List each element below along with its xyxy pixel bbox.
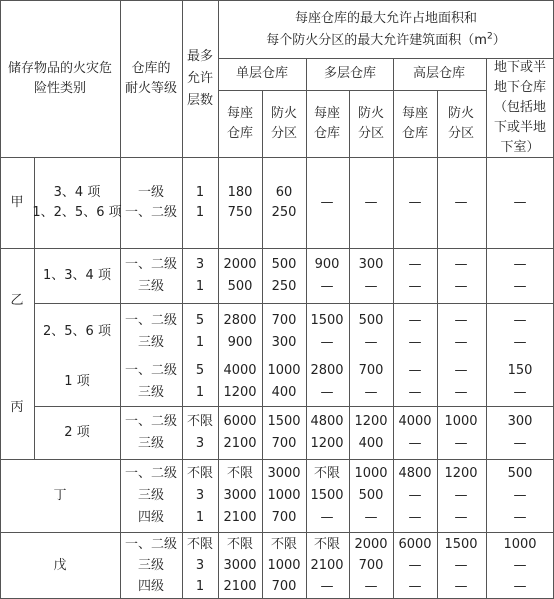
value-cell-m1: 2800 xyxy=(310,363,344,378)
value-cell-s2: 3000 xyxy=(267,466,301,481)
header-underground: 下室） xyxy=(500,140,540,155)
value-cell-h2: — xyxy=(454,510,468,525)
value-cell-s2: 400 xyxy=(271,385,297,400)
header-per-warehouse: 仓库 xyxy=(401,126,428,141)
sub-item-cell: 2 项 xyxy=(64,425,90,440)
sub-item-cell: 1、2、5、6 项 xyxy=(32,205,122,220)
header-underground: 地下或半 xyxy=(493,60,546,75)
category-ding: 丁 xyxy=(53,488,67,503)
fire-rating-cell: 三级 xyxy=(137,279,164,294)
value-cell-s1: 不限 xyxy=(226,466,253,481)
value-cell-m2: — xyxy=(364,510,378,525)
value-cell-m1: — xyxy=(320,195,334,210)
value-cell-s1: 2100 xyxy=(223,510,257,525)
value-cell-s2: 1000 xyxy=(267,363,301,378)
value-cell-h2: — xyxy=(454,436,468,451)
value-cell-h1: — xyxy=(408,279,422,294)
value-cell-h1: — xyxy=(408,335,422,350)
value-cell-s2: 1000 xyxy=(267,488,301,503)
value-cell-s1: 180 xyxy=(227,185,253,200)
sub-item-cell: 3、4 项 xyxy=(53,185,101,200)
max-floors-cell: 3 xyxy=(195,488,205,503)
value-cell-h1: 4000 xyxy=(398,414,432,429)
value-cell-m1: 900 xyxy=(314,257,340,272)
max-floors-cell: 1 xyxy=(195,335,205,350)
header-per-zone: 防火 xyxy=(270,106,297,121)
header-underground: 下或半地 xyxy=(493,120,546,135)
value-cell-m2: 500 xyxy=(358,313,384,328)
header-max-floors: 允许 xyxy=(186,71,213,86)
value-cell-s1: 3000 xyxy=(223,488,257,503)
value-cell-h2: 1500 xyxy=(444,537,478,552)
value-cell-s1: 6000 xyxy=(223,414,257,429)
value-cell-u: — xyxy=(513,279,527,294)
max-floors-cell: 5 xyxy=(195,363,205,378)
value-cell-h1: — xyxy=(408,385,422,400)
value-cell-m1: 1500 xyxy=(310,488,344,503)
fire-rating-cell: 一级 xyxy=(137,185,164,200)
value-cell-h1: — xyxy=(408,579,422,594)
value-cell-u: 150 xyxy=(507,363,533,378)
category-jia: 甲 xyxy=(10,195,24,210)
fire-rating-cell: 四级 xyxy=(137,579,164,594)
header-per-zone: 分区 xyxy=(447,126,474,141)
value-cell-h1: 4800 xyxy=(398,466,432,481)
value-cell-h1: — xyxy=(408,195,422,210)
category-wu: 戊 xyxy=(53,558,67,573)
value-cell-m1: — xyxy=(320,335,334,350)
fire-rating-cell: 一、二级 xyxy=(124,537,177,552)
value-cell-h1: — xyxy=(408,313,422,328)
value-cell-u: 1000 xyxy=(503,537,537,552)
value-cell-h2: — xyxy=(454,363,468,378)
max-floors-cell: 不限 xyxy=(186,414,213,429)
value-cell-h2: — xyxy=(454,313,468,328)
value-cell-s2: 700 xyxy=(271,436,297,451)
value-cell-h2: — xyxy=(454,385,468,400)
header-per-zone: 分区 xyxy=(357,126,384,141)
area-title-text: 每个防火分区的最大允许建筑面积（m xyxy=(266,33,487,48)
value-cell-s2: 250 xyxy=(271,205,297,220)
value-cell-h1: — xyxy=(408,488,422,503)
max-floors-cell: 3 xyxy=(195,558,205,573)
area-title-close: ） xyxy=(492,33,506,48)
value-cell-m1: 2100 xyxy=(310,558,344,573)
value-cell-s2: 不限 xyxy=(270,537,297,552)
header-per-warehouse: 仓库 xyxy=(226,126,253,141)
value-cell-u: 500 xyxy=(507,466,533,481)
value-cell-u: — xyxy=(513,510,527,525)
value-cell-m2: — xyxy=(364,335,378,350)
value-cell-s1: 3000 xyxy=(223,558,257,573)
header-per-warehouse: 每座 xyxy=(401,106,428,121)
value-cell-m1: 1200 xyxy=(310,436,344,451)
value-cell-u: — xyxy=(513,257,527,272)
value-cell-m2: — xyxy=(364,385,378,400)
value-cell-u: 300 xyxy=(507,414,533,429)
fire-rating-cell: 一、二级 xyxy=(124,205,177,220)
fire-rating-cell: 三级 xyxy=(137,385,164,400)
area-unit-superscript: 2 xyxy=(486,31,493,42)
max-floors-cell: 1 xyxy=(195,510,205,525)
sub-item-cell: 1、3、4 项 xyxy=(43,268,111,283)
max-floors-cell: 1 xyxy=(195,385,205,400)
value-cell-m2: — xyxy=(364,195,378,210)
fire-rating-cell: 一、二级 xyxy=(124,257,177,272)
header-underground: （包括地 xyxy=(493,100,546,115)
sub-item-cell: 1 项 xyxy=(64,374,90,389)
category-bing: 丙 xyxy=(10,400,24,415)
value-cell-u: — xyxy=(513,488,527,503)
value-cell-h1: 6000 xyxy=(398,537,432,552)
value-cell-h1: — xyxy=(408,363,422,378)
value-cell-m2: 500 xyxy=(358,488,384,503)
header-underground: 地下仓库 xyxy=(493,80,546,95)
value-cell-s2: 250 xyxy=(271,279,297,294)
value-cell-s1: 750 xyxy=(227,205,253,220)
value-cell-h2: 1000 xyxy=(444,414,478,429)
header-per-zone: 分区 xyxy=(270,126,297,141)
header-per-warehouse: 仓库 xyxy=(313,126,340,141)
fire-rating-cell: 四级 xyxy=(137,510,164,525)
value-cell-h1: — xyxy=(408,436,422,451)
value-cell-m2: 2000 xyxy=(354,537,388,552)
header-area-title: 每座仓库的最大允许占地面积和 xyxy=(294,11,477,26)
value-cell-h1: — xyxy=(408,510,422,525)
header-per-zone: 防火 xyxy=(447,106,474,121)
max-floors-cell: 不限 xyxy=(186,537,213,552)
value-cell-m1: — xyxy=(320,385,334,400)
header-per-warehouse: 每座 xyxy=(226,106,253,121)
header-multi-storey: 多层仓库 xyxy=(323,66,376,81)
value-cell-h2: — xyxy=(454,558,468,573)
value-cell-s1: 4000 xyxy=(223,363,257,378)
value-cell-s2: 700 xyxy=(271,579,297,594)
value-cell-s1: 500 xyxy=(227,279,253,294)
max-floors-cell: 不限 xyxy=(186,466,213,481)
header-max-floors: 层数 xyxy=(186,93,213,108)
value-cell-m2: — xyxy=(364,279,378,294)
value-cell-s2: 60 xyxy=(275,185,293,200)
value-cell-h2: — xyxy=(454,579,468,594)
max-floors-cell: 3 xyxy=(195,436,205,451)
value-cell-u: — xyxy=(513,436,527,451)
value-cell-s2: 300 xyxy=(271,335,297,350)
sub-item-cell: 2、5、6 项 xyxy=(43,324,111,339)
fire-rating-cell: 一、二级 xyxy=(124,414,177,429)
value-cell-h2: — xyxy=(454,257,468,272)
category-yi: 乙 xyxy=(10,293,24,308)
value-cell-m1: 1500 xyxy=(310,313,344,328)
value-cell-m1: — xyxy=(320,579,334,594)
fire-rating-cell: 一、二级 xyxy=(124,313,177,328)
value-cell-s1: 2100 xyxy=(223,579,257,594)
header-area-title-line2 xyxy=(236,31,536,51)
value-cell-h1: — xyxy=(408,558,422,573)
value-cell-m1: — xyxy=(320,510,334,525)
max-floors-cell: 1 xyxy=(195,579,205,594)
max-floors-cell: 3 xyxy=(195,257,205,272)
header-category: 储存物品的火灾危 xyxy=(7,61,112,76)
header-per-zone: 防火 xyxy=(357,106,384,121)
value-cell-s1: 1200 xyxy=(223,385,257,400)
header-fire-rating: 耐火等级 xyxy=(124,81,177,96)
value-cell-h2: — xyxy=(454,279,468,294)
value-cell-s1: 不限 xyxy=(226,537,253,552)
value-cell-s2: 500 xyxy=(271,257,297,272)
value-cell-s1: 2100 xyxy=(223,436,257,451)
value-cell-m2: 1200 xyxy=(354,414,388,429)
value-cell-m2: — xyxy=(364,579,378,594)
value-cell-m1: — xyxy=(320,279,334,294)
header-high-rise: 高层仓库 xyxy=(412,66,465,81)
value-cell-u: — xyxy=(513,195,527,210)
value-cell-m2: 300 xyxy=(358,257,384,272)
value-cell-m1: 不限 xyxy=(313,537,340,552)
header-max-floors: 最多 xyxy=(186,49,213,64)
fire-rating-cell: 三级 xyxy=(137,335,164,350)
header-category: 险性类别 xyxy=(33,81,86,96)
value-cell-m2: 1000 xyxy=(354,466,388,481)
value-cell-u: — xyxy=(513,335,527,350)
value-cell-u: — xyxy=(513,313,527,328)
value-cell-s1: 2800 xyxy=(223,313,257,328)
fire-rating-cell: 一、二级 xyxy=(124,363,177,378)
value-cell-h2: — xyxy=(454,195,468,210)
max-floors-cell: 1 xyxy=(195,279,205,294)
fire-rating-cell: 三级 xyxy=(137,436,164,451)
header-per-warehouse: 每座 xyxy=(313,106,340,121)
value-cell-u: — xyxy=(513,558,527,573)
value-cell-h2: — xyxy=(454,488,468,503)
fire-rating-cell: 三级 xyxy=(137,558,164,573)
header-fire-rating: 仓库的 xyxy=(131,61,171,76)
value-cell-m2: 400 xyxy=(358,436,384,451)
value-cell-h2: — xyxy=(454,335,468,350)
fire-rating-cell: 三级 xyxy=(137,488,164,503)
header-single-storey: 单层仓库 xyxy=(235,66,288,81)
value-cell-s1: 2000 xyxy=(223,257,257,272)
value-cell-s2: 1000 xyxy=(267,558,301,573)
value-cell-m2: 700 xyxy=(358,558,384,573)
value-cell-h2: 1200 xyxy=(444,466,478,481)
value-cell-h1: — xyxy=(408,257,422,272)
value-cell-u: — xyxy=(513,385,527,400)
max-floors-cell: 1 xyxy=(195,205,205,220)
max-floors-cell: 1 xyxy=(195,185,205,200)
value-cell-s2: 700 xyxy=(271,313,297,328)
max-floors-cell: 5 xyxy=(195,313,205,328)
value-cell-s2: 700 xyxy=(271,510,297,525)
fire-rating-cell: 一、二级 xyxy=(124,466,177,481)
value-cell-m1: 不限 xyxy=(313,466,340,481)
value-cell-s1: 900 xyxy=(227,335,253,350)
value-cell-m2: 700 xyxy=(358,363,384,378)
value-cell-u: — xyxy=(513,579,527,594)
value-cell-m1: 4800 xyxy=(310,414,344,429)
value-cell-s2: 1500 xyxy=(267,414,301,429)
